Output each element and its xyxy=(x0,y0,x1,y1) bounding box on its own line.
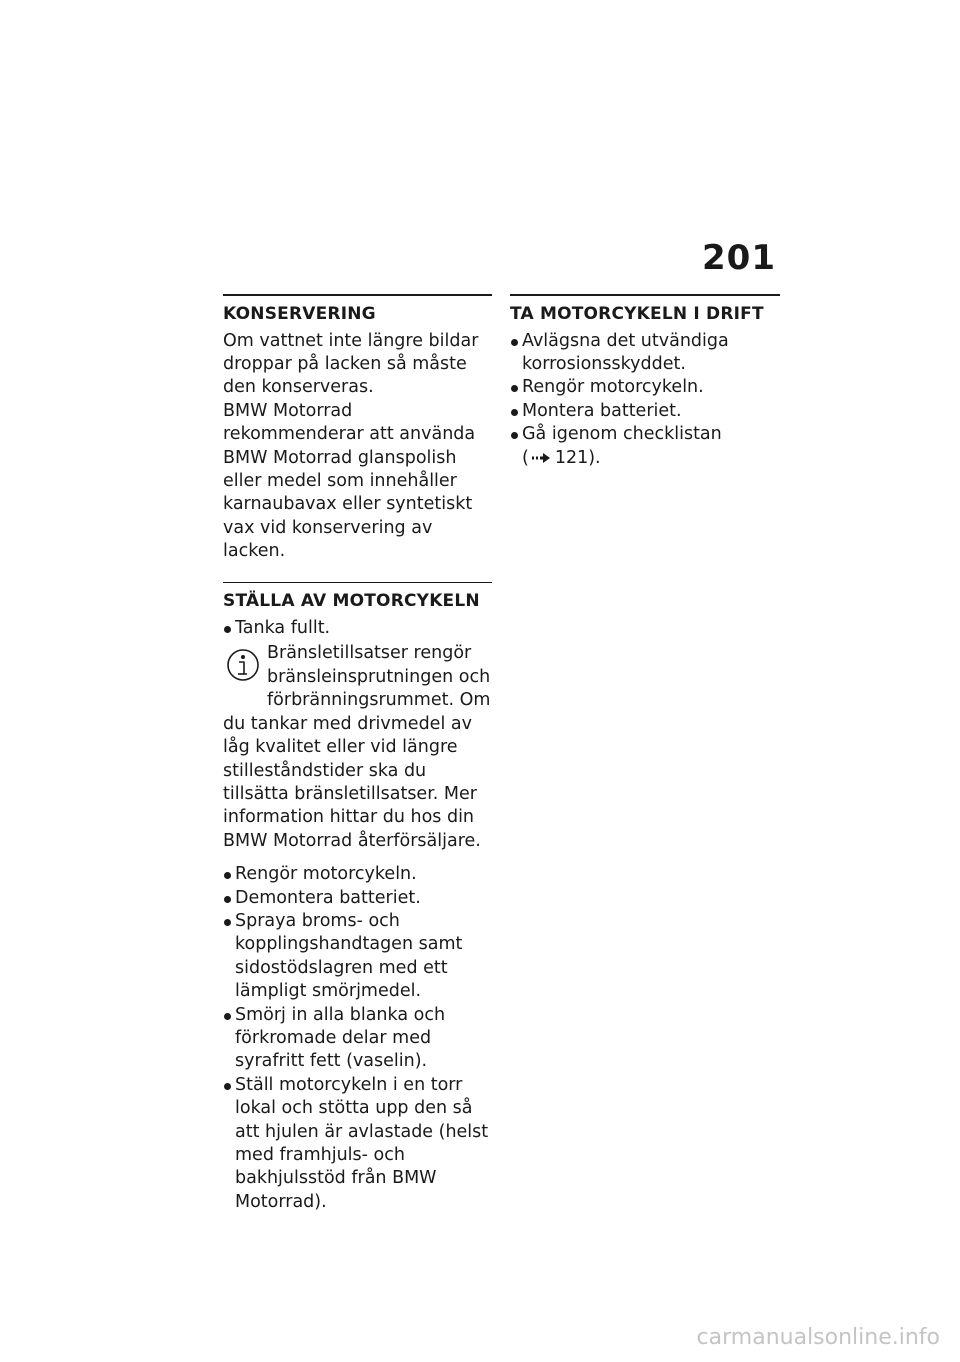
list-item: Avlägsna det utvändiga korrosionsskyddet. xyxy=(510,330,780,377)
section-divider xyxy=(223,582,492,584)
page-reference[interactable]: 121). xyxy=(554,447,601,468)
section-konservering xyxy=(223,294,492,564)
list-item: Demontera batteriet. xyxy=(223,887,492,910)
section-stalla-av xyxy=(223,582,492,1215)
checklist-text: Gå igenom checklistan xyxy=(522,424,722,445)
reference-open: ( xyxy=(522,447,529,468)
list-item: Rengör motorcykeln. xyxy=(223,863,492,886)
section-heading: STÄLLA AV MOTORCYKELN xyxy=(223,591,480,612)
list-item: Rengör motorcykeln. xyxy=(510,376,780,399)
paragraph: BMW Motorrad rekommenderar att använda BMW Motorrad glanspolish eller medel som innehåller karnaubavax eller syntetiskt vax vid konservering av lacken. xyxy=(223,400,476,562)
bullet-list xyxy=(223,617,492,640)
section-heading: KONSERVERING xyxy=(223,303,376,324)
arrow-reference-icon xyxy=(532,452,552,464)
paragraph: Om vattnet inte längre bildar droppar på lacken så måste den konserveras. xyxy=(223,330,479,398)
section-ta-i-drift xyxy=(510,294,780,470)
list-item: Tanka fullt. xyxy=(223,617,492,640)
list-item: Smörj in alla blanka och förkromade delar med syrafritt fett (vaselin). xyxy=(223,1004,492,1074)
left-column xyxy=(223,294,492,1232)
list-item-checklist xyxy=(510,423,780,470)
right-column xyxy=(510,294,780,488)
info-icon xyxy=(223,645,263,689)
bullet-list xyxy=(510,330,780,470)
section-heading: TA MOTORCYKELN I DRIFT xyxy=(510,303,764,324)
page-number: 201 xyxy=(702,238,776,278)
list-item: Ställ motorcykeln i en torr lokal och stötta upp den så att hjulen är avlastade (helst med framhjuls- och bakhjulsstöd från BMW Motorrad). xyxy=(223,1074,492,1214)
bullet-list xyxy=(223,863,492,1214)
section-divider xyxy=(223,294,492,296)
info-note xyxy=(223,642,492,853)
note-text: Bränsletillsatser rengör bränsleinsprutningen och förbränningsrummet. Om du tankar med drivmedel av låg kvalitet eller vid längre stilleståndstider ska du tillsätta bränsletillsatser. Mer information hittar du hos din BMW Motorrad återförsäljare. xyxy=(223,643,491,851)
watermark: carmanualsonline.info xyxy=(696,1325,940,1350)
list-item: Spraya broms- och kopplingshandtagen samt sidostödslagren med ett lämpligt smörjmedel. xyxy=(223,910,492,1004)
list-item: Montera batteriet. xyxy=(510,400,780,423)
section-divider xyxy=(510,294,780,296)
